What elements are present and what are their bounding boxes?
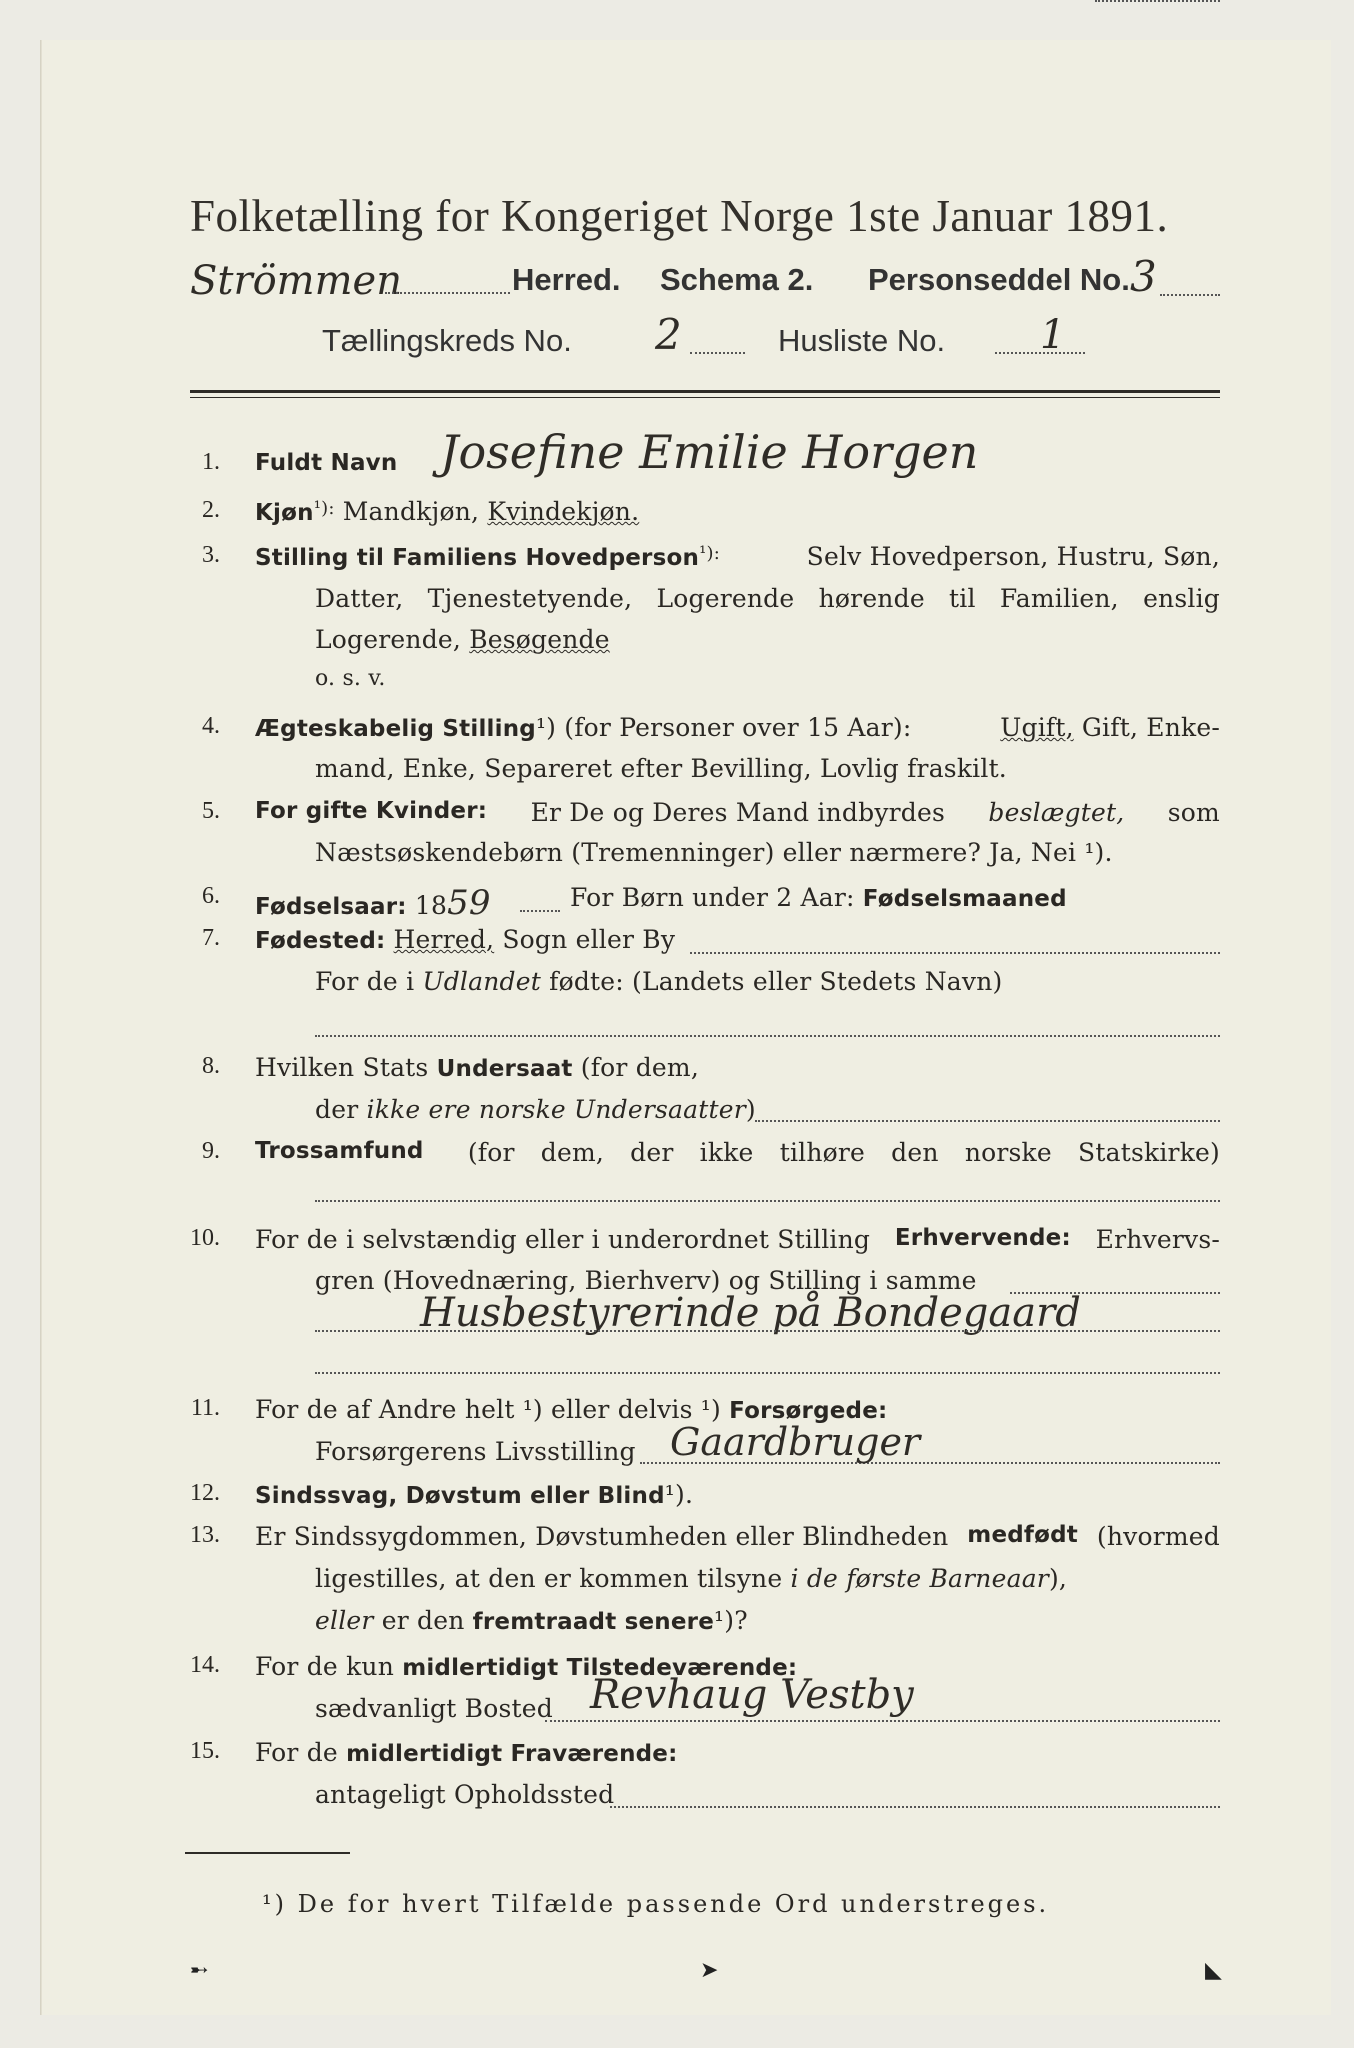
q7-opt-herred: Herred, — [393, 925, 495, 954]
q9-rest: (for dem, der ikke tilhøre den norske Statskirke) — [467, 1138, 1220, 1167]
q1-label: Fuldt Navn — [255, 450, 398, 476]
q13-text2b: i de første Barneaar — [790, 1564, 1049, 1593]
q9-number: 9. — [202, 1138, 220, 1164]
q2-sup: ¹): — [313, 498, 335, 519]
header-rule-thin — [190, 397, 1220, 398]
q14-text1a: For de kun — [255, 1652, 395, 1681]
q10-line2: gren (Hovednæring, Bierhverv) og Stilling i samme — [315, 1266, 977, 1295]
q14-residence-value: Revhaug Vestby — [590, 1672, 914, 1718]
footnote-rule — [185, 1852, 350, 1854]
q1-number: 1. — [202, 449, 220, 475]
q8-text2b: ikke ere norske Undersaatter — [366, 1095, 746, 1124]
q5-text1a: Er De og Deres Mand indbyrdes — [530, 798, 946, 827]
q8-text2a: der — [315, 1095, 359, 1124]
q13-text1c: (hvormed — [1096, 1522, 1220, 1551]
q9-line — [255, 1138, 1220, 1167]
q2-opt-kvinde: Kvindekjøn. — [487, 497, 640, 526]
footnote: ¹) De for hvert Tilfælde passende Ord understreges. — [262, 1890, 1050, 1918]
q14-line2: sædvanligt Bosted — [315, 1694, 553, 1723]
q15-dots — [610, 1806, 1220, 1808]
q5-label: For gifte Kvinder: — [255, 798, 488, 824]
q5-number: 5. — [202, 798, 220, 824]
q14-number: 14. — [190, 1652, 220, 1678]
q7-number: 7. — [202, 925, 220, 951]
q3-number: 3. — [202, 542, 220, 568]
q5-line2: Næstsøskendebørn (Tremenninger) eller nærmere? Ja, Nei ¹). — [315, 838, 1113, 867]
schema-label: Schema 2. — [660, 262, 814, 297]
q15-line1 — [255, 1738, 678, 1767]
printer-mark-center: ➤ — [700, 1958, 719, 1983]
census-form-sheet — [40, 40, 1331, 2015]
q15-text1a: For de — [255, 1738, 338, 1767]
q2-number: 2. — [202, 497, 220, 523]
q6-year-value: 59 — [447, 883, 491, 923]
q4-label: Ægteskabelig Stilling — [255, 716, 536, 742]
husliste-label: Husliste No. — [778, 323, 946, 358]
herred-value: Strömmen — [190, 258, 402, 304]
herred-label: Herred. — [512, 262, 621, 297]
q10-text1c: Erhvervs- — [1095, 1225, 1220, 1254]
q7-line1 — [255, 925, 675, 954]
q2-line — [255, 497, 639, 526]
q6-label3: Fødselsmaaned — [862, 886, 1067, 912]
q8-line1 — [255, 1053, 699, 1082]
q13-text3a: eller — [315, 1606, 374, 1635]
q10-dots3 — [315, 1372, 1220, 1374]
q13-number: 13. — [190, 1522, 220, 1548]
q1-name-value: Josefine Emilie Horgen — [440, 425, 979, 479]
q8-text1c: (for dem, — [580, 1053, 699, 1082]
q13-text1a: Er Sindssygdommen, Døvstumheden eller Blindheden — [255, 1522, 949, 1551]
q7-dots2 — [315, 1035, 1220, 1037]
q3-line3 — [315, 625, 610, 654]
q6-dots1 — [520, 910, 560, 912]
q3-text3b: Besøgende — [469, 625, 610, 654]
q11-number: 11. — [190, 1395, 220, 1421]
q6-line2 — [570, 883, 1067, 912]
form-title: Folketælling for Kongeriget Norge 1ste Januar 1891. — [190, 191, 1169, 241]
q13-line3 — [315, 1606, 748, 1635]
q8-dots — [755, 1120, 1220, 1122]
q9-label: Trossamfund — [255, 1138, 424, 1164]
q4-number: 4. — [202, 713, 220, 739]
q7-label: Fødested: — [255, 928, 386, 954]
q6-dots2 — [1095, 0, 1220, 2]
q9-dots — [315, 1200, 1220, 1202]
q11-line2: Forsørgerens Livsstilling — [315, 1437, 636, 1466]
q13-line1 — [255, 1522, 1220, 1551]
header-rule-thick — [190, 390, 1220, 393]
q6-line — [255, 883, 491, 923]
q7-dots1 — [690, 952, 1220, 954]
q8-number: 8. — [202, 1053, 220, 1079]
q7-text2a: For de i — [315, 967, 415, 996]
printer-mark-right: ◣ — [1205, 1958, 1222, 1983]
q7-text2b: Udlandet — [422, 967, 541, 996]
q4-rest1: Gift, Enke- — [1081, 713, 1220, 742]
q12-label: Sindssvag, Døvstum eller Blind — [255, 1483, 665, 1509]
kreds-value: 2 — [655, 310, 682, 359]
q3-text1: Selv Hovedperson, Hustru, Søn, — [806, 542, 1220, 571]
q10-number: 10. — [190, 1225, 220, 1251]
q13-line2 — [315, 1564, 1067, 1593]
q6-prefix: 18 — [414, 891, 448, 920]
q13-text1b: medfødt — [967, 1522, 1078, 1548]
q4-line1 — [255, 713, 1220, 742]
q3-sup: ¹): — [699, 543, 720, 564]
q7-rest: Sogn eller By — [502, 925, 676, 954]
q13-text2a: ligestilles, at den er kommen tilsyne — [315, 1564, 783, 1593]
printer-mark-left: ➸ — [190, 1958, 209, 1983]
q6-number: 6. — [202, 883, 220, 909]
q15-number: 15. — [190, 1738, 220, 1764]
q5-text1b: beslægtet, — [988, 798, 1125, 827]
q13-text3d: ¹)? — [714, 1606, 748, 1635]
herred-dots — [385, 292, 510, 294]
q8-text1a: Hvilken Stats — [255, 1053, 429, 1082]
q8-text2c: ) — [745, 1095, 756, 1124]
q10-text1a: For de i selvstændig eller i underordnet Stilling — [255, 1225, 871, 1254]
husliste-dots — [995, 352, 1085, 354]
q2-opt-mand: Mandkjøn, — [342, 497, 480, 526]
q12-sup: ¹). — [664, 1480, 694, 1509]
q8-line2 — [315, 1095, 756, 1124]
q15-line2: antageligt Opholdssted — [315, 1780, 615, 1809]
kreds-label: Tællingskreds No. — [322, 323, 572, 358]
q4-line2: mand, Enke, Separeret efter Bevilling, Lovlig fraskilt. — [315, 754, 1007, 783]
q10-text1b: Erhvervende: — [894, 1225, 1071, 1251]
q14-dots — [545, 1720, 1220, 1722]
q6-label: Fødselsaar: — [255, 894, 407, 920]
q4-opt-ugift: Ugift, — [1000, 713, 1074, 742]
husliste-value: 1 — [1040, 312, 1066, 358]
q3-text3a: Logerende, — [315, 625, 462, 654]
q12-line — [255, 1480, 693, 1509]
q5-line1 — [255, 798, 1220, 827]
q11-text1a: For de af Andre helt ¹) eller delvis ¹) — [255, 1395, 721, 1424]
q10-dots2 — [315, 1330, 1220, 1332]
q2-label: Kjøn — [255, 500, 314, 526]
personseddel-label: Personseddel No. — [868, 262, 1130, 297]
q3-label: Stilling til Familiens Hovedperson — [255, 545, 700, 571]
q11-provider-value: Gaardbruger — [670, 1420, 921, 1464]
q10-occupation-value: Husbestyrerinde på Bondegaard — [420, 1290, 1081, 1336]
kreds-dots — [690, 352, 745, 354]
q7-text2c: fødte: (Landets eller Stedets Navn) — [549, 967, 1003, 996]
q4-text1: ¹) (for Personer over 15 Aar): — [535, 713, 912, 742]
q14-text1b: midlertidigt Tilstedeværende: — [402, 1655, 798, 1681]
q13-text3b: er den — [381, 1606, 465, 1635]
q3-line1 — [255, 542, 1220, 571]
q13-text3c: fremtraadt senere — [472, 1609, 715, 1635]
q13-text2c: ), — [1048, 1564, 1068, 1593]
q10-line1 — [255, 1225, 1220, 1254]
personseddel-value: 3 — [1130, 252, 1157, 301]
q11-text1b: Forsørgede: — [729, 1398, 888, 1424]
personseddel-dots — [1160, 294, 1220, 296]
q8-text1b: Undersaat — [436, 1056, 573, 1082]
q7-line2 — [315, 967, 1002, 996]
q15-text1b: midlertidigt Fraværende: — [346, 1741, 678, 1767]
q6-label2: For Børn under 2 Aar: — [570, 883, 855, 912]
q3-line4: o. s. v. — [315, 666, 386, 691]
q3-line2: Datter, Tjenestetyende, Logerende hørende til Familien, enslig — [315, 584, 1220, 613]
q5-text1c: som — [1167, 798, 1220, 827]
q12-number: 12. — [190, 1480, 220, 1506]
